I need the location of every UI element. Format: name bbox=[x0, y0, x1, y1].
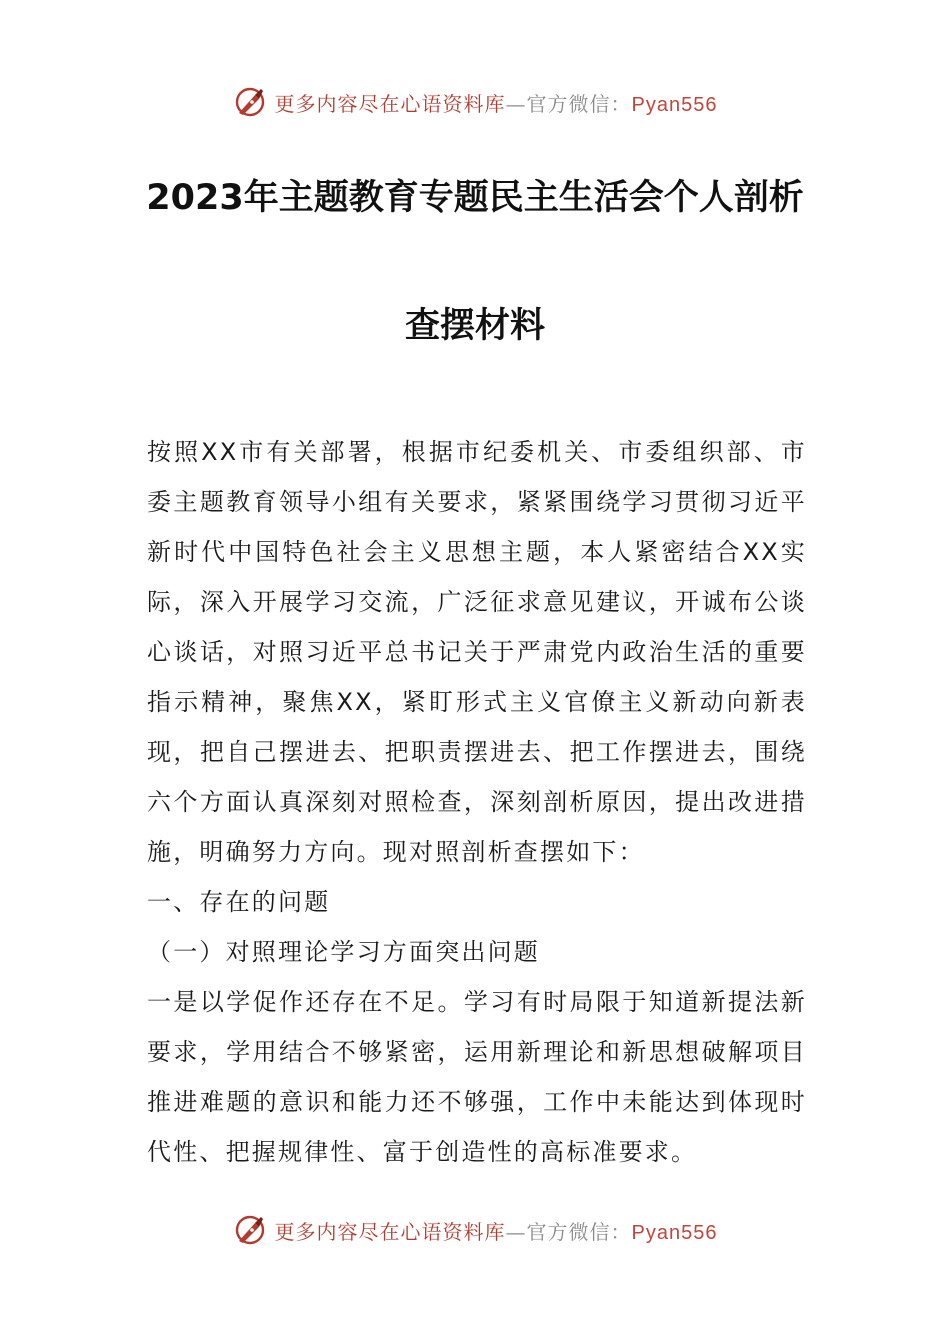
document-title-line-1: 2023年主题教育专题民主生活会个人剖析 bbox=[146, 178, 804, 218]
watermark-text bbox=[275, 88, 718, 117]
subsection-heading: （一）对照理论学习方面突出问题 bbox=[147, 938, 540, 966]
watermark-text bbox=[275, 1216, 718, 1245]
intro-paragraph: 按照XX市有关部署，根据市纪委机关、市委组织部、市委主题教育领导小组有关要求，紧紧围绕学习贯彻习近平新时代中国特色社会主义思想主题，本人紧密结合XX实际，深入开展学习交流，广泛征求意见建议，开诚布公谈心谈话，对照习近平总书记关于严肃党内政治生活的重要指示精神，聚焦XX，紧盯形式主义官僚主义新动向新表现，把自己摆进去、把职责摆进去、把工作摆进去，围绕六个方面认真深刻对照检查，深刻剖析原因，提出改进措施，明确努力方向。现对照剖析查摆如下： bbox=[147, 438, 807, 866]
footer-watermark bbox=[0, 1210, 950, 1250]
document-body bbox=[147, 427, 807, 1177]
pen-nib-logo-icon bbox=[233, 85, 267, 119]
watermark-red-text: 更多内容尽在心语资料库 bbox=[274, 1219, 506, 1244]
body-paragraph: 一是以学促作还存在不足。学习有时局限于知道新提法新要求，学用结合不够紧密，运用新理论和新思想破解项目推进难题的意识和能力还不够强，工作中未能达到体现时代性、把握规律性、富于创造性的高标准要求。 bbox=[147, 988, 807, 1166]
watermark-id-text: Pyan556 bbox=[631, 93, 718, 116]
section-heading: 一、存在的问题 bbox=[147, 888, 331, 916]
document-title-line-2: 查摆材料 bbox=[404, 306, 545, 346]
pen-nib-logo-icon bbox=[233, 1213, 267, 1247]
watermark-red-text: 更多内容尽在心语资料库 bbox=[274, 91, 506, 116]
watermark-grey-text: —官方微信： bbox=[505, 1219, 632, 1244]
watermark-id-text: Pyan556 bbox=[631, 1221, 718, 1244]
header-watermark bbox=[0, 82, 950, 122]
watermark-grey-text: —官方微信： bbox=[505, 91, 632, 116]
